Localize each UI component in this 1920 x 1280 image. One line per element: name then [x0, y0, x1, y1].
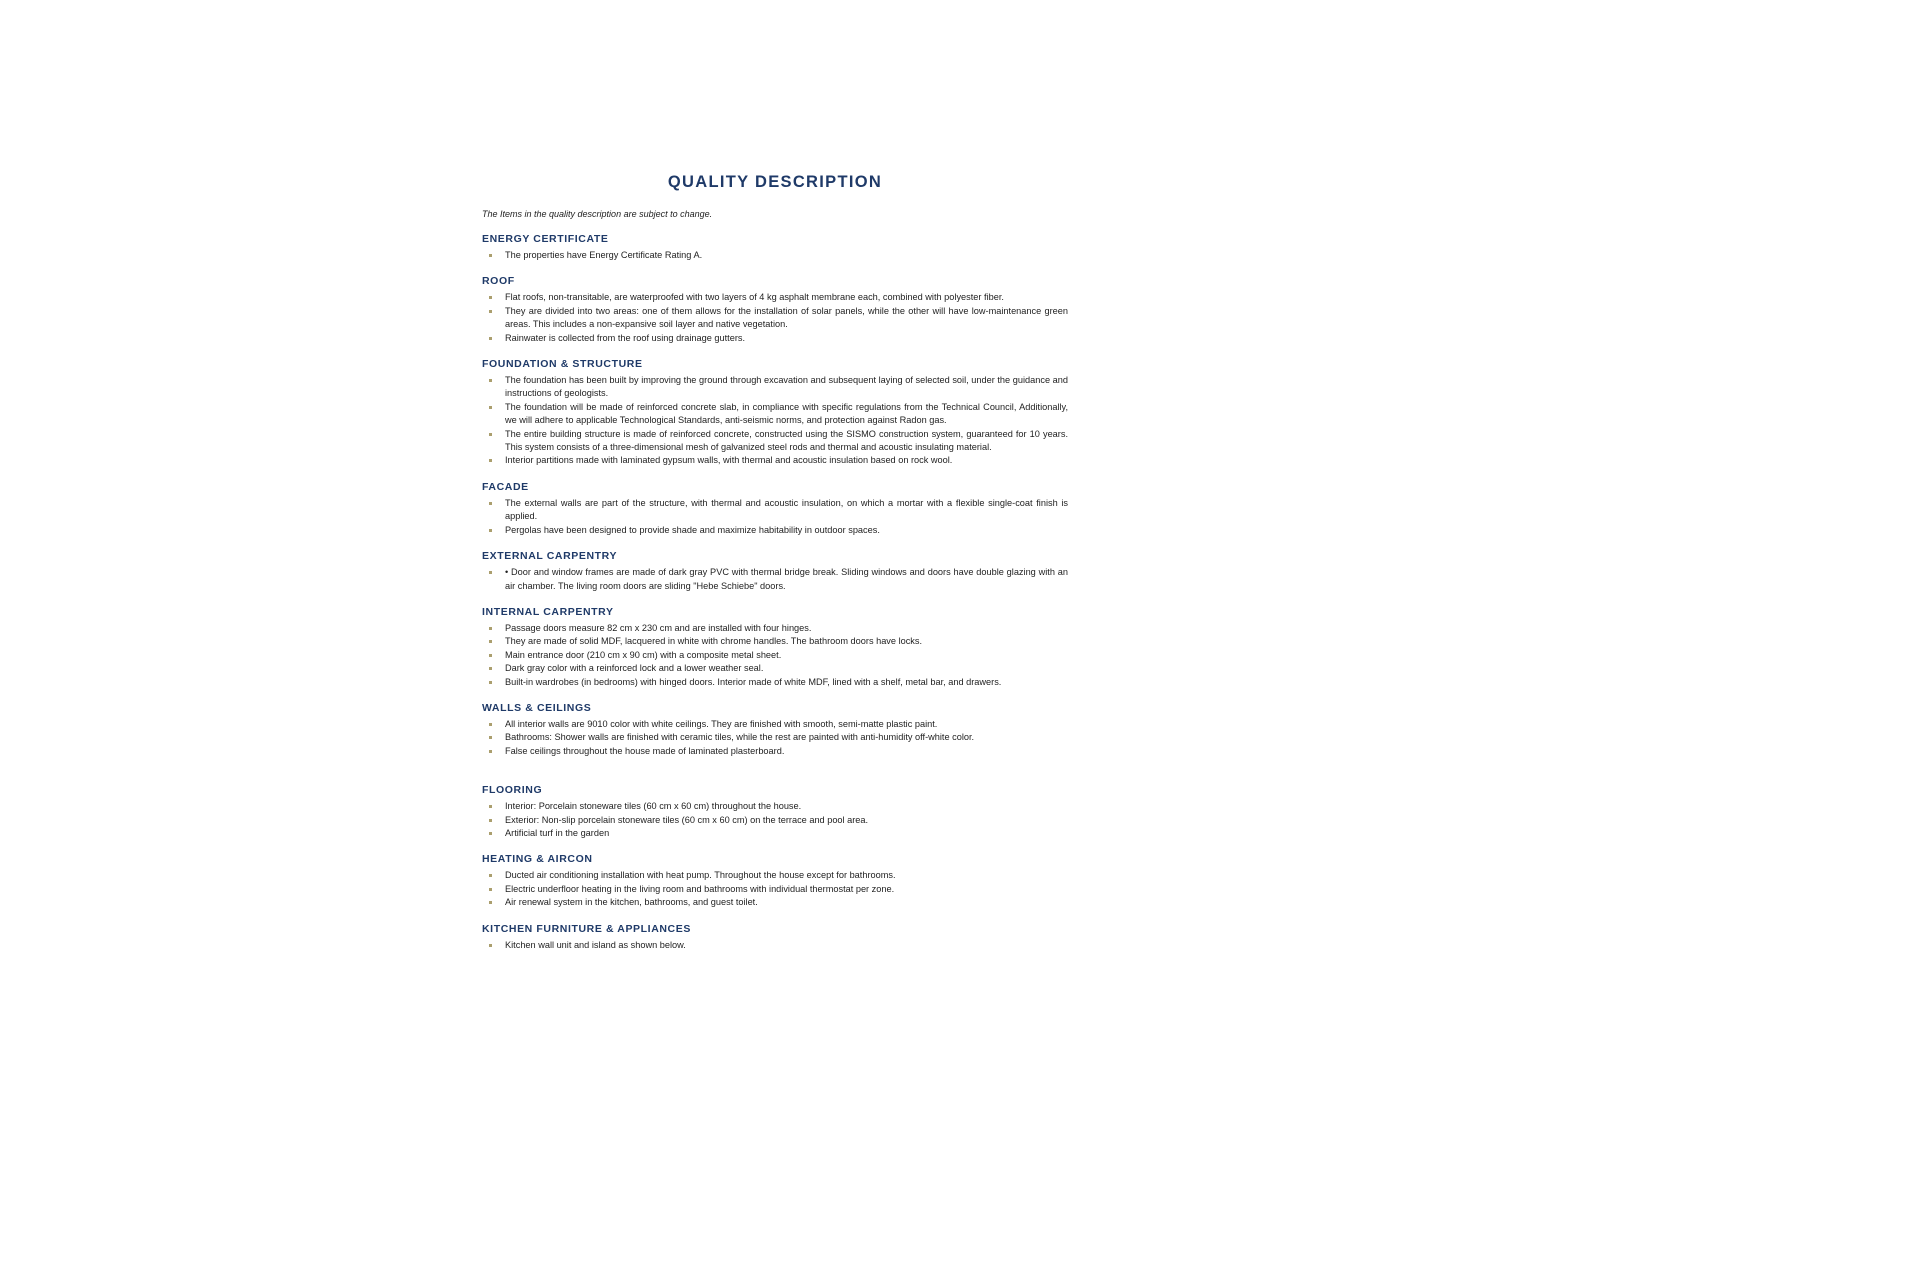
page-title: QUALITY DESCRIPTION — [667, 173, 883, 191]
list-item-text: Ducted air conditioning installation with heat pump. Throughout the house except for bathrooms. — [505, 870, 896, 881]
sections-container — [482, 233, 1068, 952]
bullet-icon — [489, 750, 492, 753]
section-facade — [482, 481, 1068, 537]
list-item-text: Main entrance door (210 cm x 90 cm) with a composite metal sheet. — [505, 649, 782, 660]
list-item-text: The foundation will be made of reinforced concrete slab, in compliance with specific regulations from the Technical Council, Additionally, we will adhere to applicable Technological Standards, anti-seismic norms, and protection against Radon gas. — [505, 401, 1068, 426]
list-item — [482, 883, 1068, 896]
section-flooring — [482, 784, 1068, 840]
list-item — [482, 731, 1068, 744]
bullet-icon — [489, 944, 492, 947]
bullet-icon — [489, 627, 492, 630]
list-item — [482, 332, 1068, 345]
list-item — [482, 814, 1068, 827]
bullet-icon — [489, 723, 492, 726]
bullet-icon — [489, 529, 492, 532]
list-item-text: Passage doors measure 82 cm x 230 cm and are installed with four hinges. — [505, 622, 812, 633]
list-item — [482, 524, 1068, 537]
list-item-text: Bathrooms: Shower walls are finished with ceramic tiles, while the rest are painted with anti-humidity off-white color. — [505, 732, 975, 743]
list-item-text: Interior: Porcelain stoneware tiles (60 cm x 60 cm) throughout the house. — [505, 801, 802, 812]
list-item-text: The foundation has been built by improving the ground through excavation and subsequent laying of selected soil, under the guidance and instructions of geologists. — [505, 375, 1068, 399]
list-item — [482, 649, 1068, 662]
bullet-icon — [489, 805, 492, 808]
list-item — [482, 800, 1068, 813]
bullet-icon — [489, 406, 492, 409]
bullet-icon — [489, 310, 492, 313]
section-roof — [482, 275, 1068, 345]
list-item-text: Built-in wardrobes (in bedrooms) with hinged doors. Interior made of white MDF, lined with a shelf, metal bar, and drawers. — [505, 676, 1002, 687]
bullet-icon — [489, 571, 492, 574]
section-heading: HEATING & AIRCON — [482, 853, 593, 866]
bullet-icon — [489, 433, 492, 436]
section-heading: ROOF — [482, 275, 515, 288]
bullet-icon — [489, 640, 492, 643]
bullet-icon — [489, 736, 492, 739]
section-energy-certificate — [482, 233, 1068, 262]
list-item-text: Electric underfloor heating in the living room and bathrooms with individual thermostat per zone. — [505, 883, 895, 894]
section-heading: WALLS & CEILINGS — [482, 701, 592, 714]
list-item — [482, 454, 1068, 467]
section-list — [482, 939, 1068, 952]
bullet-icon — [489, 901, 492, 904]
bullet-icon — [489, 296, 492, 299]
list-item-text: The properties have Energy Certificate Rating A. — [505, 250, 703, 260]
list-item — [482, 374, 1068, 401]
list-item — [482, 827, 1068, 840]
list-item-text: All interior walls are 9010 color with white ceilings. They are finished with smooth, semi-matte plastic paint. — [505, 718, 938, 729]
list-item — [482, 745, 1068, 758]
bullet-icon — [489, 379, 492, 382]
list-item — [482, 622, 1068, 635]
list-item-text: Rainwater is collected from the roof using drainage gutters. — [505, 332, 746, 343]
section-list — [482, 249, 1068, 262]
list-item-text: • Door and window frames are made of dark gray PVC with thermal bridge break. Sliding windows and doors have double glazing with an air chamber. The living room doors are sliding "Hebe Schiebe" doors. — [505, 567, 1068, 591]
list-item-text: They are made of solid MDF, lacquered in white with chrome handles. The bathroom doors have locks. — [505, 636, 923, 647]
list-item-text: Dark gray color with a reinforced lock and a lower weather seal. — [505, 663, 764, 674]
list-item — [482, 718, 1068, 731]
list-item — [482, 635, 1068, 648]
section-list — [482, 374, 1068, 468]
bullet-icon — [489, 502, 492, 505]
bullet-icon — [489, 832, 492, 835]
section-list — [482, 291, 1068, 345]
document-content — [482, 172, 1068, 952]
section-heading: ENERGY CERTIFICATE — [482, 233, 609, 245]
bullet-icon — [489, 888, 492, 891]
bullet-icon — [489, 819, 492, 822]
section-heading: FACADE — [482, 480, 529, 493]
list-item — [482, 291, 1068, 304]
bullet-icon — [489, 667, 492, 670]
list-item-text: Pergolas have been designed to provide shade and maximize habitability in outdoor spaces. — [505, 524, 880, 535]
section-kitchen-furniture-and-appliances — [482, 923, 1068, 952]
bullet-icon — [489, 337, 492, 340]
section-list — [482, 718, 1068, 758]
section-walls-and-ceilings — [482, 702, 1068, 758]
list-item-text: The external walls are part of the structure, with thermal and acoustic insulation, on which a mortar with a flexible single-coat finish is applied. — [505, 497, 1068, 522]
list-item-text: They are divided into two areas: one of them allows for the installation of solar panels, while the other will have low-maintenance green areas. This includes a non-expansive soil layer and native vegetation. — [505, 305, 1068, 330]
list-item — [482, 939, 1068, 952]
bullet-icon — [489, 681, 492, 684]
section-list — [482, 622, 1068, 689]
section-heading: INTERNAL CARPENTRY — [482, 605, 614, 618]
bullet-icon — [489, 874, 492, 877]
list-item — [482, 869, 1068, 882]
section-list — [482, 566, 1068, 593]
list-item — [482, 566, 1068, 593]
section-internal-carpentry — [482, 606, 1068, 689]
bullet-icon — [489, 254, 492, 257]
list-item-text: The entire building structure is made of reinforced concrete, constructed using the SISMO construction system, guaranteed for 10 years. This system consists of a three-dimensional mesh of galvanized steel rods and thermal and acoustic insulating material. — [505, 428, 1068, 453]
section-heating-and-aircon — [482, 853, 1068, 909]
bullet-icon — [489, 654, 492, 657]
list-item-text: False ceilings throughout the house made of laminated plasterboard. — [505, 745, 785, 756]
disclaimer-note: The Items in the quality description are subject to change. — [482, 209, 713, 219]
list-item — [482, 896, 1068, 909]
list-item — [482, 305, 1068, 332]
section-list — [482, 497, 1068, 537]
list-item-text: Flat roofs, non-transitable, are waterproofed with two layers of 4 kg asphalt membrane each, combined with polyester fiber. — [505, 292, 1004, 303]
section-heading: KITCHEN FURNITURE & APPLIANCES — [482, 922, 691, 935]
list-item — [482, 401, 1068, 428]
section-external-carpentry — [482, 550, 1068, 593]
list-item — [482, 497, 1068, 524]
list-item-text: Air renewal system in the kitchen, bathrooms, and guest toilet. — [505, 897, 758, 908]
section-heading: EXTERNAL CARPENTRY — [482, 550, 618, 563]
section-list — [482, 869, 1068, 909]
list-item-text: Exterior: Non-slip porcelain stoneware tiles (60 cm x 60 cm) on the terrace and pool area. — [505, 814, 869, 825]
list-item-text: Artificial turf in the garden — [505, 827, 610, 838]
section-heading: FOUNDATION & STRUCTURE — [482, 358, 643, 371]
list-item — [482, 676, 1068, 689]
list-item — [482, 249, 1068, 262]
list-item — [482, 662, 1068, 675]
section-list — [482, 800, 1068, 840]
bullet-icon — [489, 459, 492, 462]
list-item-text: Kitchen wall unit and island as shown below. — [505, 939, 686, 950]
list-item — [482, 428, 1068, 455]
list-item-text: Interior partitions made with laminated gypsum walls, with thermal and acoustic insulation based on rock wool. — [505, 455, 953, 466]
section-foundation-and-structure — [482, 358, 1068, 468]
section-heading: FLOORING — [482, 784, 543, 797]
